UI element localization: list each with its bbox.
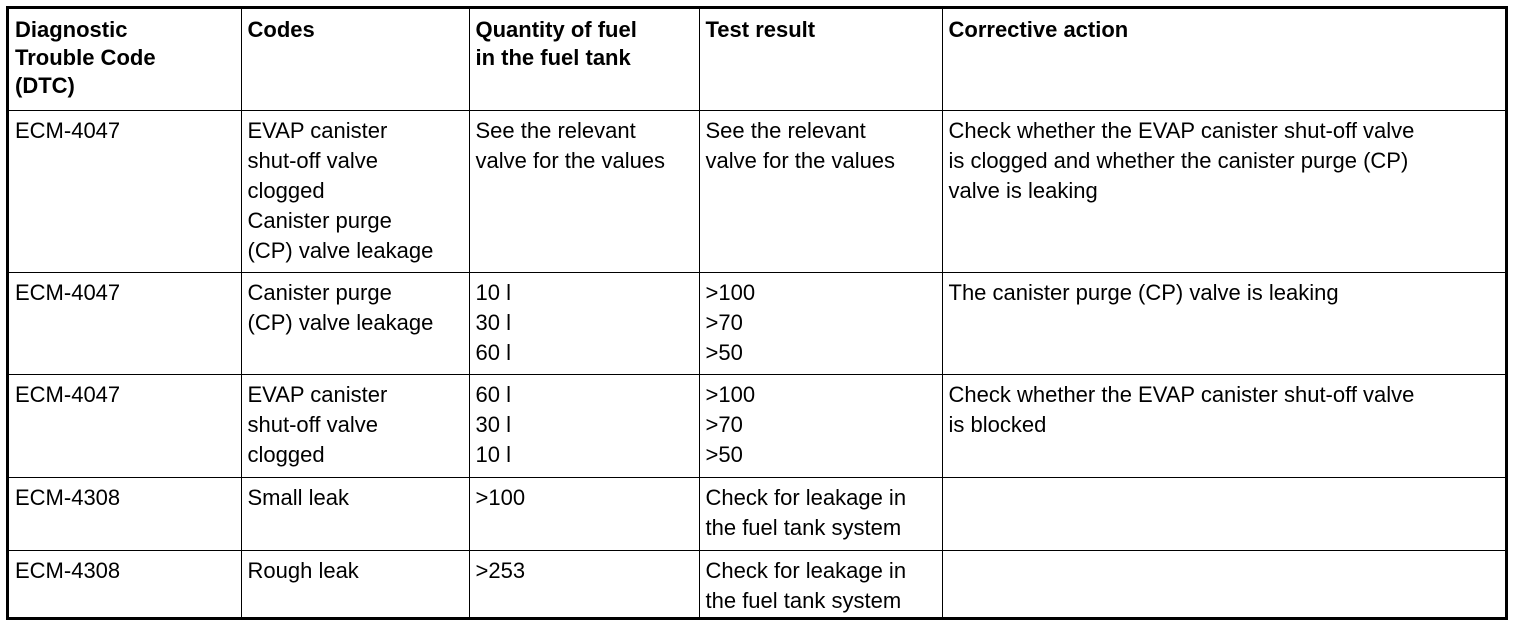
cell-text-line: 30 l [475,411,511,437]
cell-text-line: 10 l [475,441,511,467]
cell-quantity [469,272,699,374]
cell-text-line: See the relevant [705,117,866,143]
cell-text-line: >100 [705,381,756,407]
cell-test-result [699,477,942,550]
cell-text-line: >50 [705,339,743,365]
cell-corrective-action [942,550,1505,619]
header-codes [241,9,469,110]
header-row [9,9,1505,110]
cell-text-line: (DTC) [15,73,75,98]
header-dtc [9,9,241,110]
cell-text-line: Diagnostic [15,17,128,42]
table-row [9,550,1505,619]
header-corrective-action [942,9,1505,110]
cell-text-line: 60 l [475,381,511,407]
cell-text-line: Quantity of fuel [475,17,637,42]
cell-text-line: in the fuel tank [475,45,631,70]
cell-text-line: 30 l [475,309,511,335]
cell-corrective-action [942,374,1505,477]
cell-text-line: ECM-4308 [15,557,121,583]
cell-corrective-action [942,272,1505,374]
table-row [9,477,1505,550]
cell-quantity [469,477,699,550]
cell-dtc [9,477,241,550]
cell-text-line: valve is leaking [948,177,1098,203]
cell-text-line: Small leak [247,484,349,510]
cell-text-line: The canister purge (CP) valve is leaking [948,279,1339,305]
cell-text-line: is clogged and whether the canister purge (CP) [948,147,1409,173]
table-row [9,374,1505,477]
cell-text-line: Trouble Code [15,45,156,70]
cell-text-line: ECM-4047 [15,381,121,407]
header-test-result [699,9,942,110]
cell-corrective-action [942,110,1505,272]
cell-text-line: Check for leakage in [705,484,907,510]
cell-text-line: >70 [705,309,743,335]
cell-dtc [9,550,241,619]
cell-quantity [469,374,699,477]
cell-text-line: >253 [475,557,526,583]
cell-text-line: shut-off valve [247,411,378,437]
cell-text-line: 10 l [475,279,511,305]
cell-text-line: ECM-4308 [15,484,121,510]
cell-test-result [699,550,942,619]
cell-text-line: Check whether the EVAP canister shut-off valve [948,381,1415,407]
cell-text-line: valve for the values [475,147,666,173]
cell-dtc [9,272,241,374]
cell-codes [241,110,469,272]
cell-text-line: (CP) valve leakage [247,309,434,335]
cell-text-line: Corrective action [948,17,1129,42]
cell-text-line: is blocked [948,411,1047,437]
cell-test-result [699,374,942,477]
cell-test-result [699,110,942,272]
cell-text-line: (CP) valve leakage [247,237,434,263]
cell-text-line: >50 [705,441,743,467]
dtc-table-grid [9,9,1505,619]
cell-text-line: the fuel tank system [705,587,902,613]
cell-text-line: Test result [705,17,816,42]
cell-text-line: valve for the values [705,147,896,173]
cell-quantity [469,550,699,619]
dtc-table [6,6,1508,620]
cell-text-line: shut-off valve [247,147,378,173]
cell-text-line: Codes [247,17,315,42]
table-row [9,110,1505,272]
cell-quantity [469,110,699,272]
cell-codes [241,477,469,550]
cell-text-line: Canister purge [247,207,392,233]
cell-text-line: >100 [705,279,756,305]
cell-text-line: clogged [247,441,325,467]
cell-dtc [9,374,241,477]
cell-text-line: clogged [247,177,325,203]
cell-text-line: >100 [475,484,526,510]
header-quantity [469,9,699,110]
cell-text-line: ECM-4047 [15,117,121,143]
cell-text-line: EVAP canister [247,381,388,407]
cell-text-line: Canister purge [247,279,392,305]
cell-test-result [699,272,942,374]
cell-codes [241,374,469,477]
cell-text-line: Check whether the EVAP canister shut-off valve [948,117,1415,143]
cell-text-line: >70 [705,411,743,437]
table-row [9,272,1505,374]
cell-codes [241,550,469,619]
cell-text-line: EVAP canister [247,117,388,143]
cell-text-line: 60 l [475,339,511,365]
cell-text-line: the fuel tank system [705,514,902,540]
cell-text-line: Check for leakage in [705,557,907,583]
cell-corrective-action [942,477,1505,550]
cell-text-line: See the relevant [475,117,636,143]
cell-codes [241,272,469,374]
cell-text-line: Rough leak [247,557,359,583]
cell-dtc [9,110,241,272]
cell-text-line: ECM-4047 [15,279,121,305]
